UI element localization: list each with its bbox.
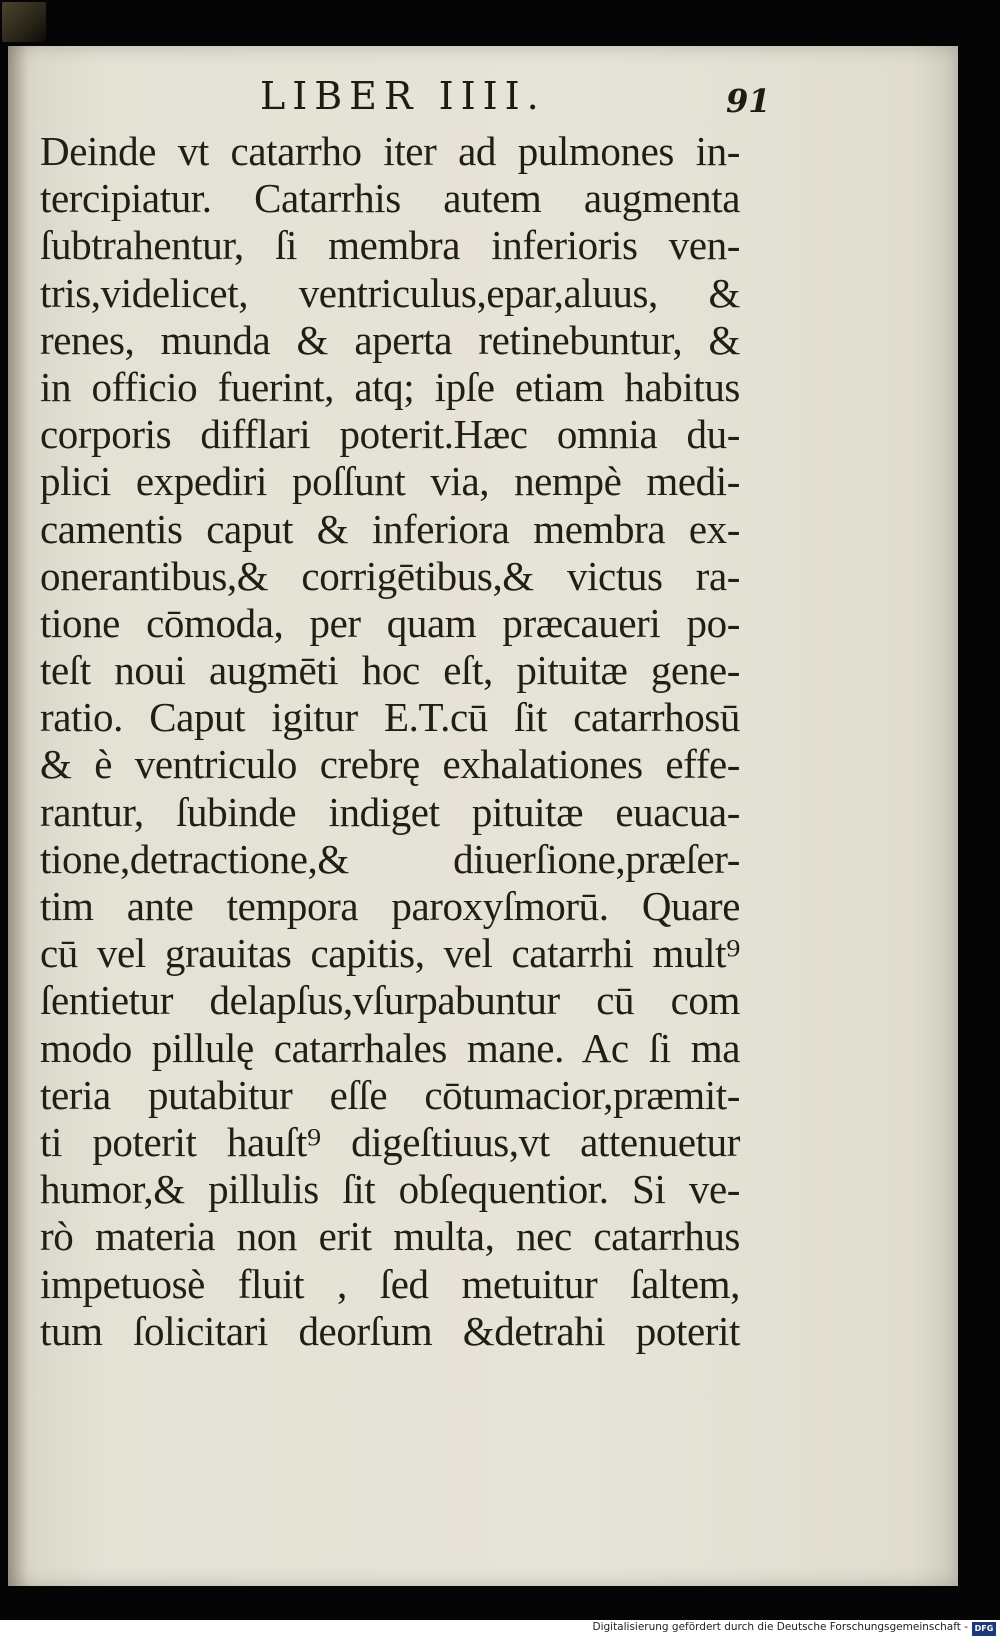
text-block <box>40 128 740 1355</box>
text-line: tim ante tempora paroxyſmorū. Quare <box>40 883 740 929</box>
corner-thumbnail-icon <box>2 2 46 42</box>
text-line: camentis caput & inferiora membra ex- <box>40 505 740 552</box>
page-number: 91 <box>726 82 771 120</box>
text-line: tercipiatur. Catarrhis autem augmenta <box>40 175 740 222</box>
text-line: onerantibus,& corrigētibus,& victus ra- <box>40 552 740 599</box>
text-line: humor,& pillulis ſit obſequentior. Si ve- <box>40 1166 740 1213</box>
text-line: ſubtrahentur, ſi membra inferioris ven- <box>40 222 740 269</box>
text-line: rantur, ſubinde indiget pituitæ euacua- <box>40 788 740 835</box>
text-line: ti poterit hauſt⁹ digeſtiuus,vt attenuetur <box>40 1118 740 1165</box>
text-line: corporis difflari poterit.Hæc omnia du- <box>40 411 740 458</box>
text-line: tris,videlicet, ventriculus,epar,aluus, & <box>40 269 740 316</box>
text-line: & è ventriculo crebrę exhalationes effe- <box>40 741 740 788</box>
text-line: rò materia non erit multa, nec catarrhus <box>40 1213 740 1260</box>
page-gutter-shadow <box>8 46 28 1586</box>
text-line: renes, munda & aperta retinebuntur, & <box>40 316 740 363</box>
text-line: cū vel grauitas capitis, vel catarrhi mult⁹ <box>40 930 740 977</box>
text-line: teſt noui augmēti hoc eſt, pituitæ gene- <box>40 647 740 694</box>
text-line: tione cōmoda, per quam præcaueri po- <box>40 599 740 646</box>
funding-credit: Digitalisierung gefördert durch die Deutsche Forschungsgemeinschaft - <box>592 1621 968 1633</box>
text-line: tum ſolicitari deorſum &detrahi poterit <box>40 1307 740 1354</box>
text-line: ratio. Caput igitur E.T.cū ſit catarrhosū <box>40 694 740 741</box>
text-line: plici expediri poſſunt via, nempè medi- <box>40 458 740 505</box>
text-line: in officio fuerint, atq; ipſe etiam habitus <box>40 363 740 410</box>
dfg-logo-icon: DFG <box>972 1622 996 1636</box>
text-line: ſentietur delapſus,vſurpabuntur cū com <box>40 977 740 1024</box>
text-line: tione,detractione,& diuerſione,præſer- <box>40 835 740 882</box>
running-head: LIBER IIII. <box>260 74 546 118</box>
text-line: teria putabitur eſſe cōtumacior,præmit- <box>40 1071 740 1118</box>
text-line: Deinde vt catarrho iter ad pulmones in- <box>40 128 740 174</box>
text-line: modo pillulę catarrhales mane. Ac ſi ma <box>40 1024 740 1071</box>
text-line: impetuosè fluit , ſed metuitur ſaltem, <box>40 1260 740 1307</box>
